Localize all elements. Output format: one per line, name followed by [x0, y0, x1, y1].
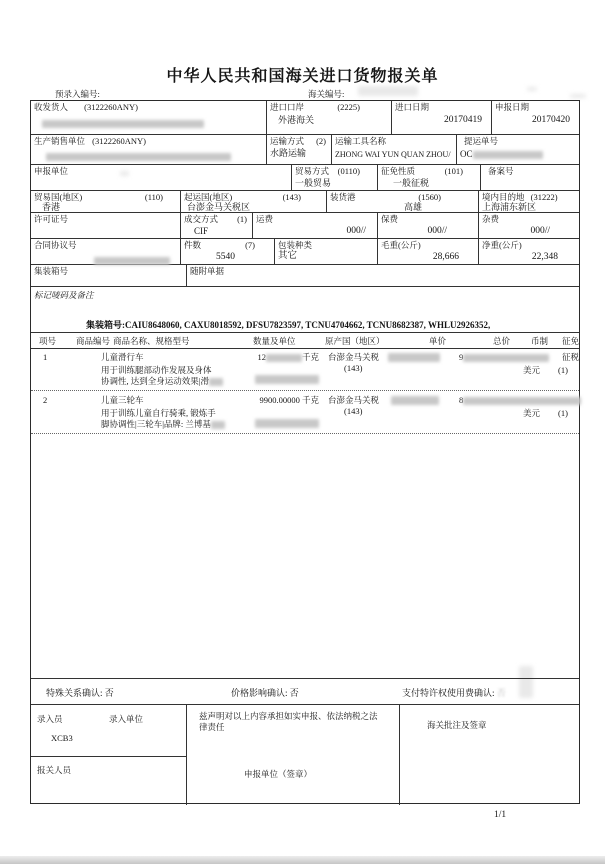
- item-desc-line2: [101, 419, 225, 429]
- redacted-qty2: [255, 375, 319, 384]
- field-label-line: [184, 214, 249, 224]
- royalty-confirm: [402, 686, 506, 699]
- field-declare-unit: [31, 165, 291, 190]
- misc-label: 杂费: [482, 214, 500, 224]
- page-number: 1/1: [494, 810, 507, 820]
- footer-entry-column: [31, 705, 186, 805]
- item-exempt: (1): [558, 408, 568, 418]
- contract-label: 合同协议号: [34, 240, 77, 250]
- departure-label: 起运国(地区): [184, 192, 233, 202]
- redacted-text: [42, 120, 204, 128]
- col-hs-code: 商品编号: [76, 336, 111, 346]
- trade-mode-code: (0110): [337, 166, 360, 176]
- trade-country-label: 贸易国(地区): [34, 192, 83, 202]
- broker-label: 报关人员: [37, 765, 72, 775]
- gross-value: 28,666: [432, 252, 459, 262]
- col-total-price: 总价: [493, 336, 511, 346]
- transaction-value: CIF: [194, 226, 209, 236]
- field-label-line: [270, 136, 328, 146]
- consignee-label: 收发货人: [34, 102, 69, 112]
- goods-table: [31, 333, 579, 679]
- gross-label: 毛重(公斤): [381, 240, 421, 250]
- field-trade-mode: [291, 165, 377, 190]
- special-relation-value: 否: [104, 688, 114, 698]
- col-name-spec: 商品名称、规格型号: [113, 336, 190, 346]
- transport-mode-value: 水路运输: [270, 148, 307, 158]
- item-currency: 美元: [523, 365, 541, 375]
- field-label-line: [482, 192, 576, 202]
- item-qty-unit: 千克: [301, 395, 319, 405]
- footer-customs-column: [399, 705, 579, 805]
- item-qty-unit: 千克: [301, 352, 319, 362]
- item-total-prefix: 9: [459, 352, 464, 362]
- confirmations-row: [31, 679, 579, 705]
- import-port-label: 进口口岸: [270, 102, 305, 112]
- redacted-qty2: [255, 419, 319, 428]
- scan-edge-strip: [0, 856, 605, 864]
- field-loading-port: [326, 191, 478, 212]
- declare-unit-label: 申报单位: [34, 166, 69, 176]
- container-label: 集装箱号: [34, 266, 69, 276]
- field-departure-country: [180, 191, 326, 212]
- field-levy-nature: [377, 165, 480, 190]
- item-no: 2: [43, 395, 48, 405]
- packages-label: 件数: [184, 240, 202, 250]
- misc-value: 000//: [530, 226, 550, 236]
- vessel-label: 运输工具名称: [335, 136, 387, 146]
- field-package-type: [274, 239, 377, 264]
- field-producer: [31, 135, 266, 164]
- transport-mode-label: 运输方式: [270, 136, 305, 146]
- item-total: [459, 352, 549, 362]
- import-port-value: 外港海关: [278, 115, 315, 125]
- customs-note-label: 海关批注及签章: [427, 720, 487, 730]
- field-label-line: [34, 192, 177, 202]
- trade-country-value: 香港: [42, 202, 61, 212]
- field-vessel-name: [331, 135, 456, 164]
- packages-code: (7): [245, 240, 255, 250]
- trade-country-code: (110): [144, 192, 163, 202]
- entry-clerk-label: 录入员: [37, 714, 63, 724]
- royalty-value: 否: [496, 688, 506, 698]
- item-desc-text: 脚协调性|三轮车|品牌: 兰博基: [101, 419, 211, 429]
- container-numbers-line: 集装箱号:CAIU8648060, CAXU8018592, DFSU7823597, TCNU4704662, TCNU8682387, WHLU2926352,: [86, 320, 491, 330]
- consignee-code: (3122260ANY): [84, 102, 138, 112]
- item-qty-value: 9900.00000: [259, 395, 300, 405]
- form-row: [31, 265, 579, 287]
- field-transaction-mode: [180, 213, 252, 238]
- departure-code: (143): [282, 192, 301, 202]
- field-attached-docs: [186, 265, 579, 286]
- transport-mode-code: (2): [316, 136, 326, 146]
- scan-artifact: [358, 86, 418, 96]
- declare-date-label: 申报日期: [495, 102, 530, 112]
- scan-artifact: [570, 94, 586, 98]
- field-transport-mode: [266, 135, 331, 164]
- field-trade-country: [31, 191, 180, 212]
- record-no-label: 备案号: [488, 166, 514, 176]
- insurance-label: 保费: [381, 214, 399, 224]
- goods-row: [31, 391, 579, 434]
- loading-port-code: (1560): [418, 192, 441, 202]
- entry-clerk-value: XCB3: [51, 733, 73, 743]
- import-date-value: 20170419: [444, 115, 482, 125]
- import-date-label: 进口日期: [395, 102, 430, 112]
- item-desc-line1: 用于训练腿部动作发展及身体: [101, 365, 212, 375]
- form-row: [31, 101, 579, 135]
- field-license: [31, 213, 180, 238]
- insurance-value: 000//: [427, 226, 447, 236]
- declare-sign-label: 申报单位（签章）: [244, 769, 313, 779]
- item-origin-code: (143): [344, 406, 363, 416]
- destination-label: 境内目的地: [482, 192, 525, 202]
- col-qty-unit: 数量及单位: [253, 336, 296, 346]
- transaction-code: (1): [237, 214, 247, 224]
- item-qty: [209, 352, 319, 362]
- field-label-line: [295, 166, 374, 176]
- col-origin: 原产国（地区）: [325, 336, 385, 346]
- scan-artifact: [527, 87, 537, 91]
- field-freight: [252, 213, 377, 238]
- declaration-statement: 兹声明对以上内容承担如实申报、依法纳税之法律责任: [199, 711, 378, 732]
- trade-mode-label: 贸易方式: [295, 166, 330, 176]
- price-influence-label: 价格影响确认:: [231, 688, 288, 698]
- levy-nature-code: (101): [444, 166, 463, 176]
- field-label-line: [330, 192, 475, 202]
- freight-value: 000//: [346, 226, 366, 236]
- field-gross-weight: [377, 239, 478, 264]
- field-container-no: [31, 265, 186, 286]
- royalty-label: 支付特许权使用费确认:: [402, 688, 495, 698]
- field-insurance: [377, 213, 478, 238]
- form-row: [31, 213, 579, 239]
- redacted-unit-price: [388, 353, 440, 362]
- price-influence-value: 否: [289, 688, 299, 698]
- item-qty: [209, 395, 319, 405]
- field-consignee: [31, 101, 266, 134]
- item-total: [459, 395, 581, 405]
- declare-date-value: 20170420: [532, 115, 570, 125]
- package-type-label: 包装种类: [278, 240, 313, 250]
- pre-entry-label: 预录入编号:: [55, 89, 100, 99]
- col-levy: 征免: [562, 336, 580, 346]
- item-levy-value: 征税: [562, 352, 580, 362]
- footer-statement-column: [186, 705, 399, 805]
- marks-and-notes-section: [31, 287, 579, 333]
- marks-label: 标记唛码及备注: [34, 290, 94, 300]
- field-label-line: [184, 240, 271, 250]
- field-record-no: [480, 165, 579, 190]
- transaction-label: 成交方式: [184, 214, 219, 224]
- field-destination: [478, 191, 579, 212]
- docs-label: 随附单据: [190, 266, 225, 276]
- loading-port-label: 装货港: [330, 192, 356, 202]
- redacted-text: [473, 151, 543, 159]
- item-name: 儿童三轮车: [101, 395, 144, 405]
- item-exempt: (1): [558, 365, 568, 375]
- redacted-text: [94, 257, 170, 265]
- item-no: 1: [43, 352, 48, 362]
- levy-nature-label: 征免性质: [381, 166, 416, 176]
- departure-value: 台澎金马关税区: [187, 202, 251, 212]
- redacted-text: [46, 153, 231, 161]
- field-import-port: [266, 101, 391, 134]
- net-value: 22,348: [531, 252, 558, 262]
- item-desc-line1: 用于训练儿童自行骑乘, 锻炼手: [101, 408, 216, 418]
- declaration-form-table: [30, 100, 580, 804]
- import-port-code: (2225): [337, 102, 360, 112]
- producer-code: (3122260ANY): [92, 136, 146, 146]
- item-origin-code: (143): [344, 363, 363, 373]
- item-desc-line2: [101, 376, 223, 386]
- footer-section: [31, 705, 579, 805]
- package-type-value: 其它: [278, 251, 298, 261]
- price-influence-confirm: [231, 686, 299, 699]
- redacted-text: [463, 354, 549, 362]
- goods-header-row: [31, 333, 579, 349]
- freight-label: 运费: [256, 214, 274, 224]
- loading-port-value: 高雄: [404, 202, 423, 212]
- special-relation-label: 特殊关系确认:: [46, 688, 103, 698]
- special-relation-confirm: [46, 686, 114, 699]
- redacted-unit-price: [391, 396, 439, 405]
- field-misc-fee: [478, 213, 579, 238]
- entry-clerk-box: [31, 705, 186, 757]
- item-desc-text: 协调性, 达到全身运动效果|滑: [101, 376, 209, 386]
- license-label: 许可证号: [34, 214, 69, 224]
- field-label-line: [270, 102, 388, 112]
- form-row: [31, 165, 579, 191]
- item-qty-prefix: 12: [257, 352, 266, 362]
- customs-no-label: 海关编号:: [308, 89, 345, 99]
- field-label-line: [184, 192, 323, 202]
- redacted-text: [211, 421, 225, 429]
- trade-mode-value: 一般贸易: [295, 178, 332, 188]
- redacted-text: [209, 378, 223, 386]
- producer-label: 生产销售单位: [34, 136, 86, 146]
- bill-value: [460, 149, 576, 160]
- field-contract-no: [31, 239, 180, 264]
- item-currency: 美元: [523, 408, 541, 418]
- item-total-prefix: 8: [459, 395, 464, 405]
- field-label-line: [34, 136, 263, 146]
- entry-unit-label: 录入单位: [109, 714, 144, 724]
- item-name: 儿童滑行车: [101, 352, 144, 362]
- col-currency: 币制: [531, 336, 549, 346]
- field-declare-date: [491, 101, 579, 134]
- col-unit-price: 单价: [429, 336, 447, 346]
- field-import-date: [391, 101, 491, 134]
- form-title: 中华人民共和国海关进口货物报关单: [166, 68, 439, 85]
- form-row: [31, 191, 579, 213]
- net-label: 净重(公斤): [482, 240, 522, 250]
- field-label-line: [381, 166, 477, 176]
- packages-value: 5540: [216, 252, 235, 262]
- bill-label: 提运单号: [464, 136, 499, 146]
- field-label-line: [34, 102, 263, 112]
- redacted-text: [266, 354, 302, 362]
- field-net-weight: [478, 239, 579, 264]
- vessel-value: ZHONG WAI YUN QUAN ZHOU/: [335, 150, 451, 159]
- bill-value-prefix: OC: [460, 149, 473, 159]
- destination-value: 上海浦东新区: [482, 202, 537, 212]
- col-item-no: 项号: [39, 336, 57, 346]
- destination-code: (31222): [530, 192, 558, 202]
- field-packages: [180, 239, 274, 264]
- goods-row: [31, 349, 579, 391]
- form-row: [31, 135, 579, 165]
- field-bill-number: [456, 135, 579, 164]
- form-row: [31, 239, 579, 265]
- redacted-text: [463, 397, 581, 405]
- item-origin: 台澎金马关税: [328, 395, 380, 405]
- item-origin: 台澎金马关税: [328, 352, 380, 362]
- levy-nature-value: 一般征税: [393, 178, 430, 188]
